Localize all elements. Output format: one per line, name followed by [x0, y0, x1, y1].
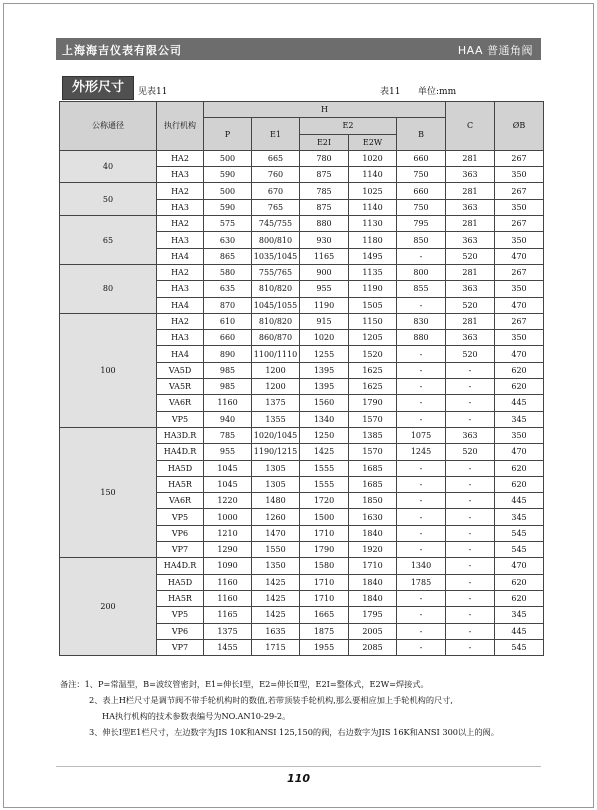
value-cell: 1720 — [300, 493, 349, 509]
value-cell: 1685 — [349, 476, 397, 492]
value-cell: 520 — [446, 297, 495, 313]
value-cell: 880 — [300, 216, 349, 232]
value-cell: 445 — [495, 493, 544, 509]
value-cell: 610 — [204, 313, 252, 329]
value-cell: - — [397, 590, 446, 606]
value-cell: 1710 — [300, 590, 349, 606]
table-body — [60, 150, 544, 655]
value-cell: 1560 — [300, 395, 349, 411]
value-cell: 1140 — [349, 199, 397, 215]
value-cell: 800/810 — [252, 232, 300, 248]
value-cell: 1710 — [349, 558, 397, 574]
value-cell: 1710 — [300, 525, 349, 541]
value-cell: 1425 — [252, 607, 300, 623]
actuator-cell: VP5 — [157, 411, 204, 427]
value-cell: 363 — [446, 167, 495, 183]
value-cell: 575 — [204, 216, 252, 232]
value-cell: - — [446, 395, 495, 411]
value-cell: 545 — [495, 542, 544, 558]
value-cell: 765 — [252, 199, 300, 215]
value-cell: 670 — [252, 183, 300, 199]
value-cell: 350 — [495, 427, 544, 443]
value-cell: - — [397, 476, 446, 492]
value-cell: 1385 — [349, 427, 397, 443]
value-cell: 785 — [204, 427, 252, 443]
value-cell: 1025 — [349, 183, 397, 199]
value-cell: 1630 — [349, 509, 397, 525]
table-row — [60, 264, 544, 280]
value-cell: 955 — [300, 281, 349, 297]
value-cell: 1840 — [349, 590, 397, 606]
value-cell: 1570 — [349, 444, 397, 460]
actuator-cell: HA2 — [157, 183, 204, 199]
value-cell: 2085 — [349, 639, 397, 655]
value-cell: 363 — [446, 199, 495, 215]
value-cell: 345 — [495, 509, 544, 525]
value-cell: - — [446, 460, 495, 476]
value-cell: 520 — [446, 346, 495, 362]
header-H: H — [204, 102, 446, 118]
value-cell: 1710 — [300, 574, 349, 590]
value-cell: 350 — [495, 330, 544, 346]
value-cell: 755/765 — [252, 264, 300, 280]
notes — [60, 676, 499, 740]
value-cell: - — [397, 639, 446, 655]
section-title: 外形尺寸 — [62, 76, 134, 100]
nominal-dia-cell: 150 — [60, 427, 157, 557]
value-cell: 1290 — [204, 542, 252, 558]
value-cell: 620 — [495, 574, 544, 590]
value-cell: - — [446, 590, 495, 606]
value-cell: 875 — [300, 199, 349, 215]
value-cell: 880 — [397, 330, 446, 346]
value-cell: 1505 — [349, 297, 397, 313]
actuator-cell: HA4D.R — [157, 558, 204, 574]
value-cell: 1425 — [300, 444, 349, 460]
value-cell: 660 — [397, 183, 446, 199]
value-cell: 1255 — [300, 346, 349, 362]
nominal-dia-cell: 65 — [60, 216, 157, 265]
value-cell: 1020 — [300, 330, 349, 346]
value-cell: 1200 — [252, 362, 300, 378]
table-number: 表11 — [380, 87, 401, 97]
value-cell: 520 — [446, 444, 495, 460]
value-cell: 545 — [495, 525, 544, 541]
value-cell: 1210 — [204, 525, 252, 541]
value-cell: 1455 — [204, 639, 252, 655]
footer-divider — [56, 766, 541, 767]
actuator-cell: VA5R — [157, 379, 204, 395]
value-cell: - — [446, 607, 495, 623]
value-cell: 470 — [495, 346, 544, 362]
value-cell: - — [397, 346, 446, 362]
value-cell: 363 — [446, 330, 495, 346]
actuator-cell: VA6R — [157, 493, 204, 509]
actuator-cell: VP7 — [157, 639, 204, 655]
value-cell: 750 — [397, 199, 446, 215]
actuator-cell: VP7 — [157, 542, 204, 558]
value-cell: 985 — [204, 362, 252, 378]
header-E2I: E2I — [300, 134, 349, 150]
actuator-cell: VP6 — [157, 623, 204, 639]
header-OB: ØB — [495, 102, 544, 151]
header-C: C — [446, 102, 495, 151]
company-name: 上海海吉仪表有限公司 — [62, 44, 182, 57]
value-cell: 500 — [204, 183, 252, 199]
table-row — [60, 150, 544, 166]
value-cell: 1190 — [300, 297, 349, 313]
actuator-cell: HA2 — [157, 216, 204, 232]
value-cell: 630 — [204, 232, 252, 248]
value-cell: - — [446, 558, 495, 574]
value-cell: 1425 — [252, 574, 300, 590]
value-cell: 1395 — [300, 362, 349, 378]
actuator-cell: HA3 — [157, 232, 204, 248]
value-cell: 1220 — [204, 493, 252, 509]
value-cell: 281 — [446, 264, 495, 280]
value-cell: 1150 — [349, 313, 397, 329]
value-cell: 810/820 — [252, 313, 300, 329]
value-cell: 665 — [252, 150, 300, 166]
table-row — [60, 427, 544, 443]
value-cell: - — [446, 476, 495, 492]
actuator-cell: HA5R — [157, 476, 204, 492]
value-cell: 1685 — [349, 460, 397, 476]
value-cell: 1090 — [204, 558, 252, 574]
value-cell: 350 — [495, 232, 544, 248]
value-cell: 620 — [495, 362, 544, 378]
header-E2: E2 — [300, 118, 397, 134]
value-cell: 1165 — [300, 248, 349, 264]
value-cell: - — [397, 362, 446, 378]
value-cell: 760 — [252, 167, 300, 183]
value-cell: 281 — [446, 150, 495, 166]
value-cell: 1580 — [300, 558, 349, 574]
value-cell: 1245 — [397, 444, 446, 460]
value-cell: 500 — [204, 150, 252, 166]
value-cell: 350 — [495, 199, 544, 215]
value-cell: 860/870 — [252, 330, 300, 346]
value-cell: 345 — [495, 411, 544, 427]
actuator-cell: HA3D.R — [157, 427, 204, 443]
value-cell: 267 — [495, 313, 544, 329]
value-cell: 1395 — [300, 379, 349, 395]
value-cell: 267 — [495, 150, 544, 166]
value-cell: 1340 — [397, 558, 446, 574]
product-name: HAA 普通角阀 — [457, 44, 533, 57]
value-cell: 1045/1055 — [252, 297, 300, 313]
value-cell: 580 — [204, 264, 252, 280]
value-cell: 930 — [300, 232, 349, 248]
value-cell: 810/820 — [252, 281, 300, 297]
value-cell: 470 — [495, 444, 544, 460]
actuator-cell: VA5D — [157, 362, 204, 378]
value-cell: 1160 — [204, 574, 252, 590]
actuator-cell: HA4 — [157, 346, 204, 362]
value-cell: 985 — [204, 379, 252, 395]
value-cell: 1035/1045 — [252, 248, 300, 264]
value-cell: 1190 — [349, 281, 397, 297]
value-cell: 1850 — [349, 493, 397, 509]
value-cell: 745/755 — [252, 216, 300, 232]
value-cell: 1200 — [252, 379, 300, 395]
value-cell: 1260 — [252, 509, 300, 525]
value-cell: 1045 — [204, 476, 252, 492]
value-cell: 1000 — [204, 509, 252, 525]
value-cell: 780 — [300, 150, 349, 166]
value-cell: 785 — [300, 183, 349, 199]
value-cell: 1665 — [300, 607, 349, 623]
table-row — [60, 313, 544, 329]
actuator-cell: HA5D — [157, 460, 204, 476]
value-cell: 1100/1110 — [252, 346, 300, 362]
unit-label: 单位:mm — [418, 87, 457, 97]
actuator-cell: HA5D — [157, 574, 204, 590]
actuator-cell: HA3 — [157, 281, 204, 297]
value-cell: 1840 — [349, 525, 397, 541]
value-cell: 1790 — [300, 542, 349, 558]
value-cell: 620 — [495, 476, 544, 492]
value-cell: 345 — [495, 607, 544, 623]
value-cell: 635 — [204, 281, 252, 297]
value-cell: 1955 — [300, 639, 349, 655]
value-cell: 890 — [204, 346, 252, 362]
header-E1: E1 — [252, 118, 300, 151]
value-cell: 1785 — [397, 574, 446, 590]
value-cell: 940 — [204, 411, 252, 427]
value-cell: 1480 — [252, 493, 300, 509]
actuator-cell: VP5 — [157, 607, 204, 623]
page-number: 110 — [287, 772, 310, 785]
value-cell: - — [397, 509, 446, 525]
actuator-cell: HA3 — [157, 330, 204, 346]
value-cell: 281 — [446, 216, 495, 232]
value-cell: 350 — [495, 167, 544, 183]
nominal-dia-cell: 100 — [60, 313, 157, 427]
actuator-cell: HA2 — [157, 313, 204, 329]
value-cell: - — [446, 411, 495, 427]
value-cell: 590 — [204, 167, 252, 183]
table-row — [60, 183, 544, 199]
value-cell: 660 — [397, 150, 446, 166]
value-cell: 545 — [495, 639, 544, 655]
value-cell: - — [397, 395, 446, 411]
value-cell: - — [397, 542, 446, 558]
value-cell: 1520 — [349, 346, 397, 362]
value-cell: 620 — [495, 379, 544, 395]
value-cell: 363 — [446, 427, 495, 443]
value-cell: 875 — [300, 167, 349, 183]
value-cell: 915 — [300, 313, 349, 329]
nominal-dia-cell: 80 — [60, 264, 157, 313]
value-cell: 445 — [495, 623, 544, 639]
page-header — [56, 38, 541, 60]
value-cell: 1160 — [204, 590, 252, 606]
value-cell: 1625 — [349, 379, 397, 395]
value-cell: 865 — [204, 248, 252, 264]
value-cell: 1350 — [252, 558, 300, 574]
value-cell: 1165 — [204, 607, 252, 623]
note-1: 备注：1、P=常温型，B=波纹管密封，E1=伸长Ⅰ型，E2=伸长Ⅱ型，E2I=整体式，E2W=焊接式。 — [60, 679, 429, 689]
value-cell: 470 — [495, 297, 544, 313]
value-cell: - — [397, 623, 446, 639]
value-cell: - — [446, 639, 495, 655]
value-cell: 1555 — [300, 460, 349, 476]
value-cell: - — [397, 297, 446, 313]
header-E2W: E2W — [349, 134, 397, 150]
value-cell: 620 — [495, 590, 544, 606]
value-cell: 1920 — [349, 542, 397, 558]
value-cell: - — [446, 574, 495, 590]
value-cell: 1180 — [349, 232, 397, 248]
value-cell: 1375 — [252, 395, 300, 411]
value-cell: 470 — [495, 558, 544, 574]
value-cell: 1500 — [300, 509, 349, 525]
value-cell: 1795 — [349, 607, 397, 623]
value-cell: 620 — [495, 460, 544, 476]
value-cell: - — [446, 623, 495, 639]
value-cell: 1205 — [349, 330, 397, 346]
value-cell: 1555 — [300, 476, 349, 492]
value-cell: 850 — [397, 232, 446, 248]
value-cell: - — [446, 525, 495, 541]
value-cell: - — [446, 542, 495, 558]
value-cell: 1840 — [349, 574, 397, 590]
value-cell: 1305 — [252, 476, 300, 492]
dimension-table — [59, 101, 544, 656]
value-cell: 1495 — [349, 248, 397, 264]
value-cell: 830 — [397, 313, 446, 329]
value-cell: 1790 — [349, 395, 397, 411]
value-cell: 1635 — [252, 623, 300, 639]
value-cell: 955 — [204, 444, 252, 460]
value-cell: 795 — [397, 216, 446, 232]
actuator-cell: HA4 — [157, 297, 204, 313]
value-cell: 660 — [204, 330, 252, 346]
value-cell: 2005 — [349, 623, 397, 639]
value-cell: 1570 — [349, 411, 397, 427]
section-ref: 见表11 — [138, 87, 168, 97]
actuator-cell: HA5R — [157, 590, 204, 606]
value-cell: 900 — [300, 264, 349, 280]
value-cell: 1340 — [300, 411, 349, 427]
header-actuator: 执行机构 — [157, 102, 204, 151]
actuator-cell: HA3 — [157, 167, 204, 183]
actuator-cell: HA4D.R — [157, 444, 204, 460]
value-cell: - — [397, 379, 446, 395]
table-row — [60, 216, 544, 232]
value-cell: - — [397, 607, 446, 623]
actuator-cell: HA2 — [157, 264, 204, 280]
value-cell: 1875 — [300, 623, 349, 639]
value-cell: 590 — [204, 199, 252, 215]
header-nominal-dia: 公称通径 — [60, 102, 157, 151]
value-cell: - — [397, 460, 446, 476]
note-2: 2、表上H栏尺寸是调节阀不带手轮机构时的数值,若带顶装手轮机构,那么要相应加上手轮机构的尺寸, — [89, 695, 454, 705]
value-cell: 1020 — [349, 150, 397, 166]
value-cell: - — [446, 509, 495, 525]
value-cell: - — [397, 411, 446, 427]
nominal-dia-cell: 50 — [60, 183, 157, 216]
value-cell: 1375 — [204, 623, 252, 639]
actuator-cell: VP5 — [157, 509, 204, 525]
header-B: B — [397, 118, 446, 151]
nominal-dia-cell: 200 — [60, 558, 157, 656]
value-cell: 1305 — [252, 460, 300, 476]
value-cell: 800 — [397, 264, 446, 280]
value-cell: 1190/1215 — [252, 444, 300, 460]
value-cell: 1470 — [252, 525, 300, 541]
value-cell: 281 — [446, 313, 495, 329]
value-cell: 1250 — [300, 427, 349, 443]
value-cell: 1425 — [252, 590, 300, 606]
value-cell: 1160 — [204, 395, 252, 411]
actuator-cell: HA4 — [157, 248, 204, 264]
value-cell: - — [446, 493, 495, 509]
value-cell: - — [397, 493, 446, 509]
value-cell: - — [397, 525, 446, 541]
value-cell: 470 — [495, 248, 544, 264]
value-cell: 1075 — [397, 427, 446, 443]
value-cell: 1135 — [349, 264, 397, 280]
value-cell: 1140 — [349, 167, 397, 183]
value-cell: 1045 — [204, 460, 252, 476]
value-cell: - — [446, 362, 495, 378]
actuator-cell: VP6 — [157, 525, 204, 541]
value-cell: 520 — [446, 248, 495, 264]
value-cell: - — [446, 379, 495, 395]
header-P: P — [204, 118, 252, 151]
value-cell: 363 — [446, 281, 495, 297]
value-cell: 1020/1045 — [252, 427, 300, 443]
value-cell: 1550 — [252, 542, 300, 558]
value-cell: 1355 — [252, 411, 300, 427]
note-2-cont: HA执行机构的技术参数表编号为NO.AN10-29-2。 — [102, 711, 291, 721]
value-cell: 1625 — [349, 362, 397, 378]
value-cell: 1130 — [349, 216, 397, 232]
nominal-dia-cell: 40 — [60, 150, 157, 183]
actuator-cell: VA6R — [157, 395, 204, 411]
value-cell: - — [397, 248, 446, 264]
value-cell: 870 — [204, 297, 252, 313]
value-cell: 267 — [495, 216, 544, 232]
value-cell: 1715 — [252, 639, 300, 655]
value-cell: 350 — [495, 281, 544, 297]
value-cell: 267 — [495, 183, 544, 199]
value-cell: 267 — [495, 264, 544, 280]
table-row — [60, 558, 544, 574]
value-cell: 445 — [495, 395, 544, 411]
value-cell: 750 — [397, 167, 446, 183]
value-cell: 281 — [446, 183, 495, 199]
actuator-cell: HA3 — [157, 199, 204, 215]
table-header — [60, 102, 544, 151]
value-cell: 363 — [446, 232, 495, 248]
value-cell: 855 — [397, 281, 446, 297]
actuator-cell: HA2 — [157, 150, 204, 166]
note-3: 3、伸长Ⅰ型E1栏尺寸，左边数字为JIS 10K和ANSI 125,150的阀，右边数字为JIS 16K和ANSI 300以上的阀。 — [89, 727, 499, 737]
